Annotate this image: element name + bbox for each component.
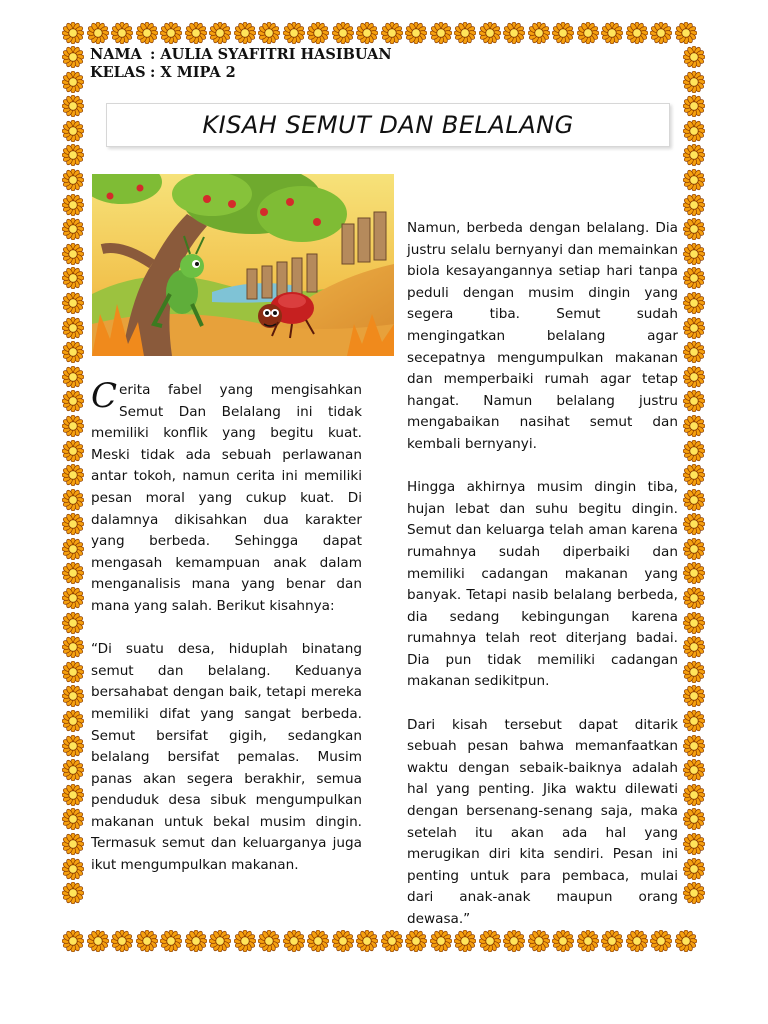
sunflower-border-icon bbox=[62, 194, 84, 216]
title-box bbox=[106, 103, 670, 147]
sunflower-border-icon bbox=[62, 562, 84, 584]
sunflower-border-icon bbox=[683, 636, 705, 658]
sunflower-border-icon bbox=[62, 636, 84, 658]
sunflower-border-icon bbox=[136, 22, 158, 44]
sunflower-border-icon bbox=[87, 22, 109, 44]
page-border-right bbox=[683, 46, 705, 904]
story-paragraph: “Di suatu desa, hiduplah binatang semut dan belalang. Keduanya bersahabat dengan baik, tetapi mereka memiliki difat yang sangat berbeda. Semut bersifat gigih, sedangkan belalang bersifat pemalas. Musim panas akan segera berakhir, semua penduduk desa sibuk mengumpulkan makanan untuk bekal musim dingin. Termasuk semut dan keluarganya juga ikut mengumpulkan makanan. bbox=[91, 641, 362, 874]
sunflower-border-icon bbox=[683, 267, 705, 289]
page-border-bottom bbox=[62, 930, 697, 952]
sunflower-border-icon bbox=[111, 22, 133, 44]
sunflower-border-icon bbox=[160, 22, 182, 44]
sunflower-border-icon bbox=[332, 930, 354, 952]
sunflower-border-icon bbox=[111, 930, 133, 952]
sunflower-border-icon bbox=[683, 538, 705, 560]
sunflower-border-icon bbox=[62, 735, 84, 757]
sunflower-border-icon bbox=[683, 759, 705, 781]
sunflower-border-icon bbox=[356, 930, 378, 952]
sunflower-border-icon bbox=[577, 930, 599, 952]
sunflower-border-icon bbox=[601, 22, 623, 44]
intro-paragraph bbox=[91, 376, 362, 618]
sunflower-border-icon bbox=[258, 930, 280, 952]
sunflower-border-icon bbox=[552, 930, 574, 952]
sunflower-border-icon bbox=[683, 317, 705, 339]
sunflower-border-icon bbox=[160, 930, 182, 952]
page-title: KISAH SEMUT DAN BELALANG bbox=[202, 111, 574, 139]
sunflower-border-icon bbox=[283, 22, 305, 44]
sunflower-border-icon bbox=[683, 808, 705, 830]
sunflower-border-icon bbox=[356, 22, 378, 44]
page-border-left bbox=[62, 46, 84, 904]
sunflower-border-icon bbox=[62, 784, 84, 806]
sunflower-border-icon bbox=[528, 22, 550, 44]
sunflower-border-icon bbox=[307, 22, 329, 44]
sunflower-border-icon bbox=[683, 415, 705, 437]
sunflower-border-icon bbox=[62, 243, 84, 265]
sunflower-border-icon bbox=[683, 612, 705, 634]
sunflower-border-icon bbox=[430, 22, 452, 44]
sunflower-border-icon bbox=[683, 243, 705, 265]
sunflower-border-icon bbox=[62, 366, 84, 388]
sunflower-border-icon bbox=[62, 464, 84, 486]
sunflower-border-icon bbox=[675, 930, 697, 952]
dropcap-letter: C bbox=[91, 376, 118, 416]
sunflower-border-icon bbox=[381, 22, 403, 44]
sunflower-border-icon bbox=[62, 858, 84, 880]
sunflower-border-icon bbox=[683, 833, 705, 855]
sunflower-border-icon bbox=[683, 661, 705, 683]
right-paragraph-2: Hingga akhirnya musim dingin tiba, hujan lebat dan suhu begitu dingin. Semut dan keluarga telah aman karena rumahnya sudah diperbaiki dan memiliki cadangan makanan yang banyak. Tetapi nasib belalang berbeda, dia sedang kebingungan karena rumahnya telah reot diterjang badai. Dia pun tidak memiliki cadangan makanan sedikitpun. bbox=[407, 479, 678, 690]
sunflower-border-icon bbox=[552, 22, 574, 44]
sunflower-border-icon bbox=[234, 22, 256, 44]
sunflower-border-icon bbox=[683, 46, 705, 68]
sunflower-border-icon bbox=[185, 22, 207, 44]
name-value: : AULIA SYAFITRI HASIBUAN bbox=[150, 46, 392, 63]
sunflower-border-icon bbox=[503, 930, 525, 952]
sunflower-border-icon bbox=[683, 587, 705, 609]
sunflower-border-icon bbox=[683, 784, 705, 806]
sunflower-border-icon bbox=[283, 930, 305, 952]
right-column bbox=[407, 218, 678, 931]
sunflower-border-icon bbox=[683, 562, 705, 584]
sunflower-border-icon bbox=[479, 22, 501, 44]
sunflower-border-icon bbox=[683, 464, 705, 486]
sunflower-border-icon bbox=[62, 587, 84, 609]
sunflower-border-icon bbox=[62, 538, 84, 560]
sunflower-border-icon bbox=[62, 218, 84, 240]
paragraph-gap bbox=[407, 693, 678, 715]
sunflower-border-icon bbox=[650, 22, 672, 44]
sunflower-border-icon bbox=[87, 930, 109, 952]
sunflower-border-icon bbox=[62, 685, 84, 707]
sunflower-border-icon bbox=[601, 930, 623, 952]
sunflower-border-icon bbox=[675, 22, 697, 44]
sunflower-border-icon bbox=[332, 22, 354, 44]
sunflower-border-icon bbox=[683, 120, 705, 142]
sunflower-border-icon bbox=[683, 95, 705, 117]
sunflower-border-icon bbox=[62, 759, 84, 781]
sunflower-border-icon bbox=[62, 710, 84, 732]
sunflower-border-icon bbox=[528, 930, 550, 952]
class-value: : X MIPA 2 bbox=[150, 64, 236, 81]
sunflower-border-icon bbox=[683, 858, 705, 880]
sunflower-border-icon bbox=[62, 833, 84, 855]
sunflower-border-icon bbox=[234, 930, 256, 952]
ant-and-grasshopper-illustration bbox=[92, 174, 394, 356]
sunflower-border-icon bbox=[683, 440, 705, 462]
sunflower-border-icon bbox=[62, 513, 84, 535]
sunflower-border-icon bbox=[683, 218, 705, 240]
paragraph-gap bbox=[91, 618, 362, 640]
sunflower-border-icon bbox=[683, 710, 705, 732]
sunflower-border-icon bbox=[62, 930, 84, 952]
sunflower-border-icon bbox=[454, 22, 476, 44]
sunflower-border-icon bbox=[683, 292, 705, 314]
sunflower-border-icon bbox=[683, 513, 705, 535]
sunflower-border-icon bbox=[62, 440, 84, 462]
sunflower-border-icon bbox=[62, 612, 84, 634]
sunflower-border-icon bbox=[62, 882, 84, 904]
sunflower-border-icon bbox=[62, 144, 84, 166]
sunflower-border-icon bbox=[136, 930, 158, 952]
sunflower-border-icon bbox=[62, 390, 84, 412]
sunflower-border-icon bbox=[62, 120, 84, 142]
paragraph-gap bbox=[407, 456, 678, 478]
sunflower-border-icon bbox=[405, 930, 427, 952]
sunflower-border-icon bbox=[209, 22, 231, 44]
sunflower-border-icon bbox=[62, 415, 84, 437]
sunflower-border-icon bbox=[683, 685, 705, 707]
sunflower-border-icon bbox=[185, 930, 207, 952]
sunflower-border-icon bbox=[62, 292, 84, 314]
sunflower-border-icon bbox=[626, 930, 648, 952]
sunflower-border-icon bbox=[258, 22, 280, 44]
sunflower-border-icon bbox=[62, 661, 84, 683]
sunflower-border-icon bbox=[683, 169, 705, 191]
sunflower-border-icon bbox=[650, 930, 672, 952]
sunflower-border-icon bbox=[62, 341, 84, 363]
sunflower-border-icon bbox=[62, 169, 84, 191]
sunflower-border-icon bbox=[405, 22, 427, 44]
class-label: KELAS bbox=[90, 64, 146, 81]
right-paragraph-1: Namun, berbeda dengan belalang. Dia justru selalu bernyanyi dan memainkan biola kesayangannya setiap hari tanpa peduli dengan musim dingin yang segera tiba. Semut sudah mengingatkan belalang agar secepatnya mengumpulkan makanan dan memperbaiki rumah agar tetap hangat. Namun belalang justru mengabaikan nasihat semut dan kembali bernyanyi. bbox=[407, 220, 678, 452]
student-info bbox=[90, 46, 392, 82]
sunflower-border-icon bbox=[62, 808, 84, 830]
sunflower-border-icon bbox=[683, 882, 705, 904]
sunflower-border-icon bbox=[209, 930, 231, 952]
sunflower-border-icon bbox=[381, 930, 403, 952]
page-border-top bbox=[62, 22, 697, 44]
sunflower-border-icon bbox=[479, 930, 501, 952]
intro-text: erita fabel yang mengisahkan Semut Dan Belalang ini tidak memiliki konflik yang begitu kuat. Meski tidak ada sebuah perlawanan antar tokoh, namun cerita ini memiliki pesan moral yang cukup kuat. Di dalamnya dikisahkan dua karakter yang berbeda. Sehingga dapat mengasah kemampuan anak dalam menganalisis mana yang benar dan mana yang salah. Berikut kisahnya: bbox=[91, 382, 362, 614]
sunflower-border-icon bbox=[62, 22, 84, 44]
sunflower-border-icon bbox=[683, 194, 705, 216]
sunflower-border-icon bbox=[577, 22, 599, 44]
sunflower-border-icon bbox=[62, 489, 84, 511]
sunflower-border-icon bbox=[503, 22, 525, 44]
sunflower-border-icon bbox=[62, 95, 84, 117]
sunflower-border-icon bbox=[454, 930, 476, 952]
sunflower-border-icon bbox=[683, 735, 705, 757]
right-paragraph-3: Dari kisah tersebut dapat ditarik sebuah pesan bahwa memanfaatkan waktu dengan sebaik-baiknya adalah hal yang penting. Jika waktu dilewati dengan bersenang-senang saja, maka setelah itu akan ada hal yang merugikan diri kita sendiri. Pesan ini penting untuk para pembaca, mulai dari anak-anak maupun orang dewasa.” bbox=[407, 716, 678, 927]
sunflower-border-icon bbox=[683, 144, 705, 166]
sunflower-border-icon bbox=[307, 930, 329, 952]
sunflower-border-icon bbox=[683, 489, 705, 511]
sunflower-border-icon bbox=[683, 390, 705, 412]
sunflower-border-icon bbox=[683, 71, 705, 93]
left-column bbox=[91, 376, 362, 877]
sunflower-border-icon bbox=[62, 267, 84, 289]
sunflower-border-icon bbox=[430, 930, 452, 952]
sunflower-border-icon bbox=[62, 71, 84, 93]
sunflower-border-icon bbox=[62, 317, 84, 339]
student-class-row bbox=[90, 64, 392, 82]
sunflower-border-icon bbox=[683, 366, 705, 388]
name-label: NAMA bbox=[90, 46, 142, 63]
sunflower-border-icon bbox=[62, 46, 84, 68]
sunflower-border-icon bbox=[626, 22, 648, 44]
sunflower-border-icon bbox=[683, 341, 705, 363]
student-name-row bbox=[90, 46, 392, 64]
